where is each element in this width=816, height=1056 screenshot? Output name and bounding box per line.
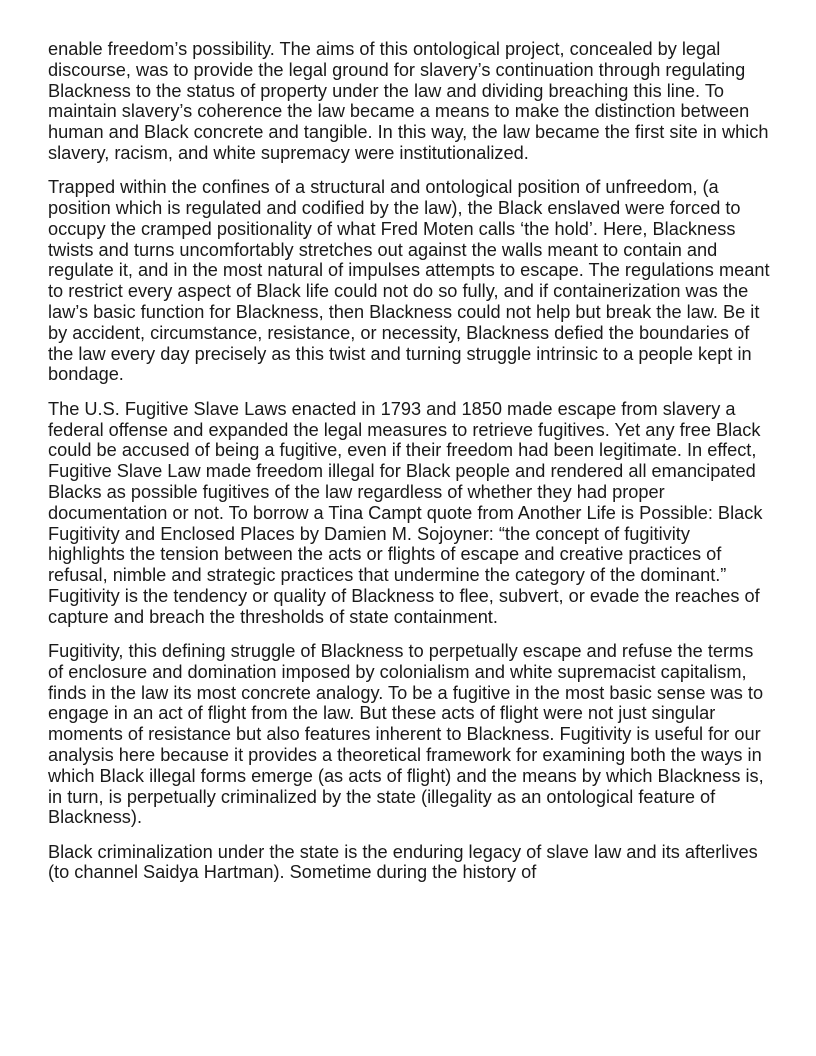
paragraph: enable freedom’s possibility. The aims of this ontological project, concealed by legal discourse, was to provide the legal ground for slavery’s continuation through regulating Blackness to the status of property under the law and dividing breaching this line. To maintain slavery’s coherence the law became a means to make the distinction between human and Black concrete and tangible. In this way, the law became the first site in which slavery, racism, and white supremacy were institutionalized.	[48, 39, 769, 163]
paragraph: Fugitivity, this defining struggle of Blackness to perpetually escape and refuse the terms of enclosure and domination imposed by colonialism and white supremacist capitalism, finds in the law its most concrete analogy. To be a fugitive in the most basic sense was to engage in an act of flight from the law. But these acts of flight were not just singular moments of resistance but also features inherent to Blackness. Fugitivity is useful for our analysis here because it provides a theoretical framework for examining both the ways in which Black illegal forms emerge (as acts of flight) and the means by which Blackness is, in turn, is perpetually criminalized by the state (illegality as an ontological feature of Blackness).	[48, 641, 764, 828]
paragraph: Black criminalization under the state is the enduring legacy of slave law and its afterlives (to channel Saidya Hartman). Sometime during the history of	[48, 841, 758, 883]
paragraph: Trapped within the confines of a structural and ontological position of unfreedom, (a position which is regulated and codified by the law), the Black enslaved were forced to occupy the cramped positionality of what Fred Moten calls ‘the hold’. Here, Blackness twists and turns uncomfortably stretches out against the walls meant to contain and regulate it, and in the most natural of impulses attempts to escape. The regulations meant to restrict every aspect of Black life could not do so fully, and if containerization was the law’s basic function for Blackness, then Blackness could not help but break the law. Be it by accident, circumstance, resistance, or necessity, Blackness defied the boundaries of the law every day precisely as this twist and turning struggle intrinsic to a people kept in bondage.	[48, 177, 770, 385]
document-page	[48, 39, 770, 897]
paragraph: The U.S. Fugitive Slave Laws enacted in 1793 and 1850 made escape from slavery a federal offense and expanded the legal measures to retrieve fugitives. Yet any free Black could be accused of being a fugitive, even if their freedom had been legitimate. In effect, Fugitive Slave Law made freedom illegal for Black people and rendered all emancipated Blacks as possible fugitives of the law regardless of whether they had proper documentation or not. To borrow a Tina Campt quote from Another Life is Possible: Black Fugitivity and Enclosed Places by Damien M. Sojoyner: “the concept of fugitivity highlights the tension between the acts or flights of escape and creative practices of refusal, nimble and strategic practices that undermine the category of the dominant.” Fugitivity is the tendency or quality of Blackness to flee, subvert, or evade the reaches of capture and breach the thresholds of state containment.	[48, 398, 763, 627]
